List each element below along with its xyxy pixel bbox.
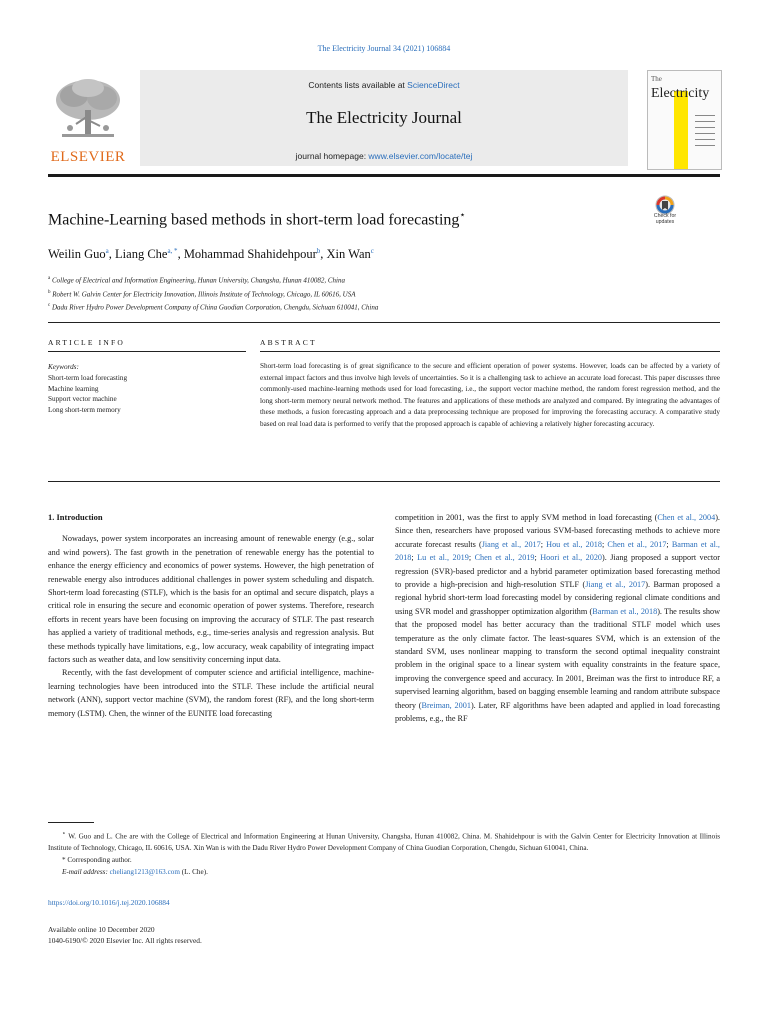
citation-link[interactable]: Chen et al., 2017 — [607, 539, 667, 549]
masthead-divider — [48, 174, 720, 177]
keyword-item: Long short-term memory — [48, 406, 121, 415]
divider-after-affiliations — [48, 322, 720, 323]
homepage-link[interactable]: www.elsevier.com/locate/tej — [368, 151, 473, 161]
elsevier-logo[interactable] — [48, 70, 128, 166]
citation-link[interactable]: Chen et al., 2004 — [657, 513, 716, 522]
affiliation-item — [48, 287, 378, 301]
abstract-heading: ABSTRACT — [260, 338, 317, 347]
author-name[interactable]: Liang Che — [115, 247, 168, 262]
author-name[interactable]: Xin Wan — [326, 247, 371, 262]
citation-link[interactable]: Hou et al., 2018 — [546, 539, 602, 549]
paper-title-text: Machine-Learning based methods in short-term load forecasting — [48, 211, 460, 229]
article-info-heading: ARTICLE INFO — [48, 338, 125, 347]
affiliation-list — [48, 273, 378, 314]
homepage-line — [140, 151, 628, 161]
sciencedirect-link[interactable]: ScienceDirect — [407, 80, 460, 90]
author-affiliation-mark[interactable]: b — [316, 247, 321, 255]
copyright-notice: 1040-6190/© 2020 Elsevier Inc. All rights reserved. — [48, 936, 202, 945]
corresponding-text: Corresponding author. — [67, 856, 132, 865]
citation-link[interactable]: Barman et al., 2018 — [395, 539, 720, 563]
email-label: E-mail address: — [62, 868, 108, 877]
journal-citation[interactable]: The Electricity Journal 34 (2021) 106884 — [317, 44, 451, 53]
author-name[interactable]: Mohammad Shahidehpour — [183, 247, 317, 262]
article-info-divider — [48, 351, 246, 352]
check-updates-icon — [648, 195, 682, 215]
citation-link[interactable]: Chen et al., 2019 — [474, 553, 535, 563]
author-name[interactable]: Weilin Guo — [48, 247, 106, 262]
footnotes-block — [48, 828, 720, 878]
available-online-date: Available online 10 December 2020 — [48, 925, 155, 934]
journal-info-band — [140, 70, 628, 166]
abstract-text: Short-term load forecasting is of great significance to the secure and efficient operation of power systems. However, loads can be affected by a variety of external impact factors and thus involve high levels of uncertainties. So it is a challenging task to achieve an accurate load forecast. This paper discusses three commonly-used machine-learning methods used for load forecasting, i.e., the support vector machine method, the random forest regression method, and the long short-term memory neural network method. The features and applications of these methods are analyzed and compared. By integrating the advantages of these methods, a fusion forecasting approach and a data preprocessing technique are proposed for improving the forecasting accuracy. A comparative study based on real load data is performed to verify that the proposed approach is capable of achieving a relatively higher forecasting accuracy. — [260, 362, 720, 428]
cover-title-text: Electricity — [651, 86, 710, 101]
affiliation-mark: a — [48, 276, 51, 281]
author-email-link[interactable]: cheliang1213@163.com — [109, 868, 180, 877]
author-separator: , — [108, 247, 116, 262]
body-paragraph: Nowadays, power system incorporates an increasing amount of renewable energy (e.g., solar and wind powers). The fast growth in the penetration of renewable energy has the potential to enhance the energy efficiency and economics of power systems. However, the high penetration of renewable energy also introduces additional challenges in power system scheduling and dispatch. Short-term load forecasting (STLF), which is the basis for an optimal and secure dispatch, plays a critical role in ensuring the secure and economic operation of power systems. Therefore, research efforts in recent years have been focusing on improving the accuracy of STLF. The past research has applied a variety of traditional methods, e.g., time-series analysis and regression analysis. But these methods typically have limitations, e.g., low accuracy, weak capability of integrating impact factors such as weather data, and low sensitivity concerning input data. — [48, 534, 374, 665]
corresponding-mark: * — [62, 856, 66, 865]
body-column-right — [395, 511, 720, 726]
author-affiliation-mark[interactable]: c — [370, 247, 374, 255]
citation-link[interactable]: Hoori et al., 2020 — [540, 553, 603, 563]
doi-link[interactable]: https://doi.org/10.1016/j.tej.2020.106884 — [48, 898, 170, 907]
keyword-item: Short-term load forecasting — [48, 373, 128, 382]
body-paragraph-continued: competition in 2001, was the first to apply SVM method in load forecasting (Chen et al., 2004). Since then, researchers have proposed various SVM-based forecasting methods to achieve more accurate forecast results (Jiang et al., 2017; Hou et al., 2018; Chen et al., 2017; Barman et al., 2018; Lu et al., 2019; Chen et al., 2019; Hoori et al., 2020). Jiang proposed a support vector regression (SVR)-based predictor and a hybrid parameter optimization based forecasting method to provide a high-precision and high-resolution STLF (Jiang et al., 2017). Barman proposed a regional hybrid short-term load forecasting model by considering regional climate conditions and using SVR model and grasshopper optimization algorithm (Barman et al., 2018). The results show that the proposed model has better accuracy than the traditional STLF model which uses temperature as the only climate factor. The least-squares SVM, which is an extension of the standard SVM, uses nonlinear mapping to transform the second optimal inequality constraint problem in the original space to a linear system with equality constraints in the feature space, improving the convergence speed and accuracy. In 2001, Breiman was the first to introduce RF, a supervised learning algorithm, based on bagging ensemble learning and random attribute subspace theory (Breiman, 2001). Later, RF algorithms have been adapted and applied in load forecasting problems, e.g., the RF — [395, 513, 721, 724]
footnote-email — [48, 866, 720, 878]
author-affiliation-mark[interactable]: a — [105, 247, 109, 255]
citation-link[interactable]: Jiang et al., 2017 — [481, 539, 541, 549]
keywords-label: Keywords: — [48, 363, 79, 371]
affiliation-text: Dadu River Hydro Power Development Company of China Guodian Corporation, Chengdu, Sichuan 610041, China — [51, 303, 379, 312]
citation-link[interactable]: Barman et al., 2018 — [592, 606, 658, 616]
citation-link[interactable]: Jiang et al., 2017 — [585, 580, 646, 590]
footnote-star-mark: ⋆ — [62, 831, 66, 837]
author-list — [48, 247, 374, 262]
email-suffix: (L. Che). — [179, 868, 208, 877]
check-updates-label: Check for updates — [653, 213, 677, 225]
section-heading-introduction: 1. Introduction — [48, 512, 103, 522]
keywords-block — [48, 362, 127, 416]
homepage-prefix: journal homepage: — [295, 151, 369, 161]
footnote-star-text: W. Guo and L. Che are with the College of Electrical and Information Engineering at Hunan University, Changsha, Hunan 410082, China. M. Shahidehpour is with the Galvin Center for Electricity Innovation at Illinois Institute of Technology, Chicago, IL 60616, USA. Xin Wan is with the Dadu River Hydro Power Development Company of China Guodian Corporation, Chengdu, Sichuan 610041, China. — [48, 832, 720, 853]
keyword-item: Support vector machine — [48, 395, 117, 404]
footnote-divider — [48, 822, 94, 823]
cover-yellow-stripe — [674, 91, 688, 169]
elsevier-tree-icon — [52, 76, 124, 148]
affiliation-item — [48, 300, 378, 314]
affiliation-mark: b — [48, 289, 51, 295]
author-affiliation-mark[interactable]: a, * — [167, 247, 178, 255]
journal-masthead — [48, 70, 720, 174]
body-paragraph: Recently, with the fast development of computer science and artificial intelligence, machine-learning technologies have been introduced into the STLF. These include the artificial neural network (ANN), support vector machine (SVM), the random forest (RF), and the long short-term memory (LSTM). Chen, the winner of the EUNITE load forecasting — [48, 668, 374, 718]
elsevier-wordmark: ELSEVIER — [50, 149, 126, 165]
contents-line — [140, 80, 628, 90]
affiliation-text: Robert W. Galvin Center for Electricity Innovation, Illinois Institute of Technology, Chicago, IL 60616, USA — [52, 289, 356, 298]
journal-cover-thumbnail[interactable] — [647, 70, 722, 170]
author-separator: , — [320, 247, 327, 262]
citation-link[interactable]: Breiman, 2001 — [421, 700, 471, 710]
body-column-left — [48, 511, 374, 720]
affiliation-text: College of Electrical and Information Engineering, Hunan University, Changsha, Hunan 410082, China — [51, 276, 345, 285]
journal-title: The Electricity Journal — [306, 108, 462, 127]
footnote-corresponding — [48, 854, 720, 866]
divider-after-abstract — [48, 481, 720, 482]
affiliation-item — [48, 273, 378, 287]
availability-block — [48, 924, 202, 946]
abstract-divider — [260, 351, 720, 352]
keyword-item: Machine learning — [48, 384, 99, 393]
footnote-star — [48, 828, 720, 854]
paper-title — [48, 210, 466, 229]
affiliation-mark: c — [48, 303, 51, 309]
author-separator: , — [177, 247, 184, 262]
citation-link[interactable]: Lu et al., 2019 — [417, 553, 469, 563]
contents-prefix: Contents lists available at — [308, 80, 408, 90]
title-footnote-mark[interactable]: ⋆ — [459, 210, 466, 221]
cover-the-text: The — [651, 75, 662, 83]
check-for-updates-badge[interactable] — [648, 195, 682, 229]
